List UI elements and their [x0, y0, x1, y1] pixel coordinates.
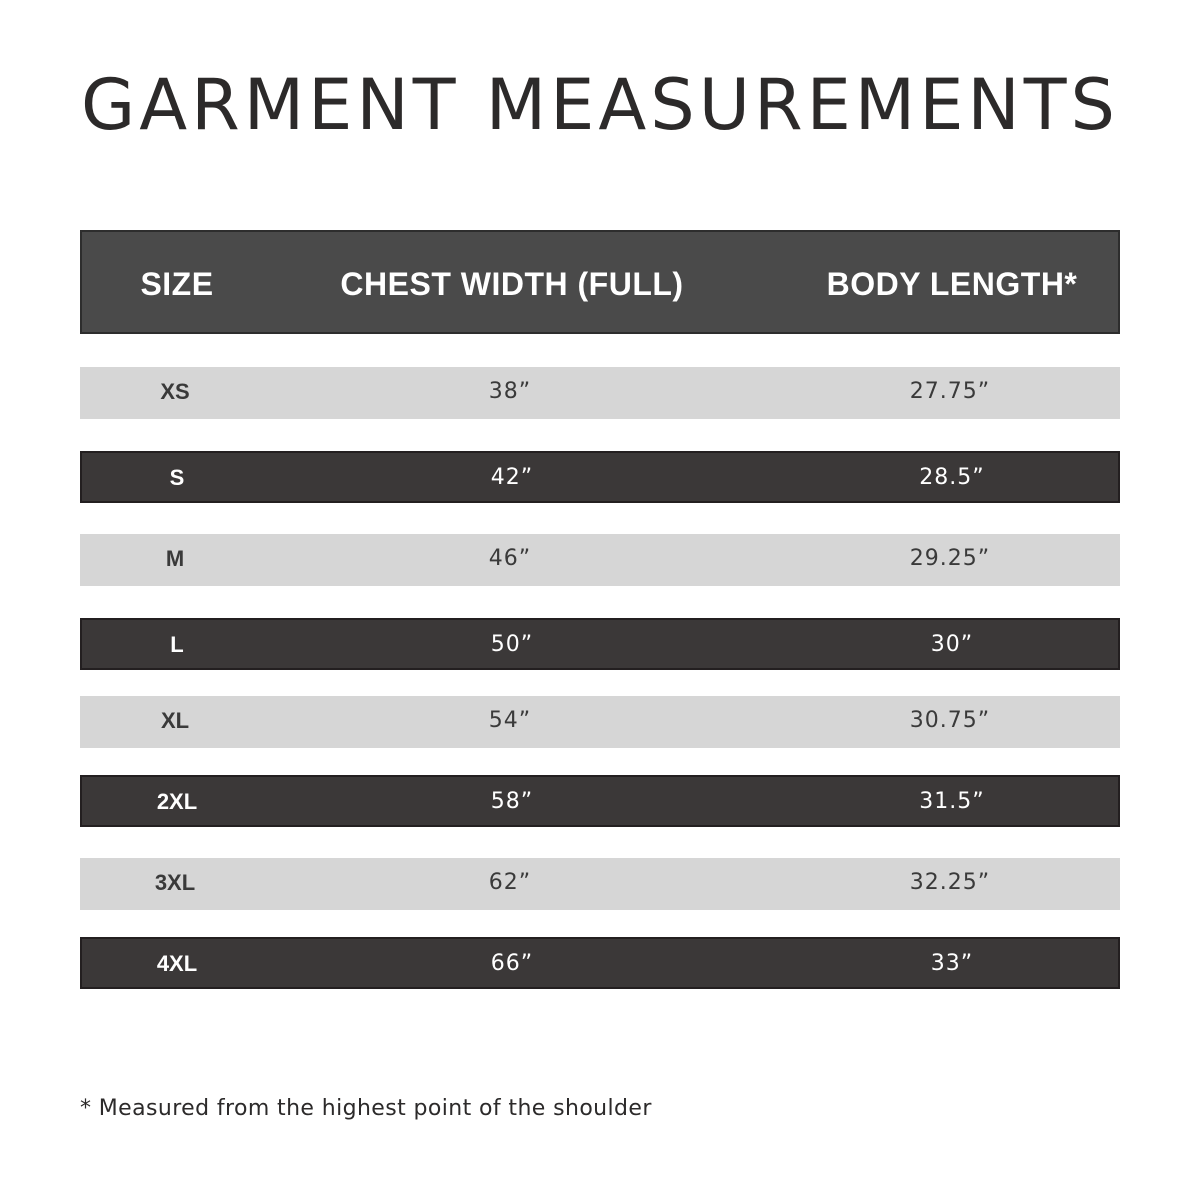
table-row — [80, 618, 1120, 670]
size-cell: M — [165, 546, 185, 571]
chest-width-cell: 62” — [488, 870, 532, 895]
body-length-cell: 28.5” — [919, 465, 985, 490]
body-length-cell: 31.5” — [919, 789, 985, 814]
page-title: GARMENT MEASUREMENTS — [81, 64, 1119, 146]
table-row — [80, 775, 1120, 827]
table-header — [80, 230, 1120, 334]
size-cell: L — [170, 632, 184, 657]
body-length-cell: 29.25” — [909, 546, 991, 571]
chest-width-cell: 46” — [488, 546, 532, 571]
chest-width-cell: 42” — [490, 465, 534, 490]
table-row — [80, 696, 1120, 748]
table-row — [80, 534, 1120, 586]
chest-width-cell: 54” — [488, 708, 532, 733]
size-cell: XS — [160, 379, 190, 404]
table-row — [80, 367, 1120, 419]
table-row — [80, 451, 1120, 503]
size-cell: 4XL — [156, 951, 198, 976]
footnote: * Measured from the highest point of the shoulder — [80, 1096, 652, 1121]
size-cell: 3XL — [154, 870, 196, 895]
header-chest-width: CHEST WIDTH (FULL) — [340, 266, 684, 302]
body-length-cell: 32.25” — [909, 870, 991, 895]
size-cell: 2XL — [156, 789, 198, 814]
table-row — [80, 858, 1120, 910]
body-length-cell: 33” — [930, 951, 974, 976]
body-length-cell: 30.75” — [909, 708, 991, 733]
body-length-cell: 30” — [930, 632, 974, 657]
chest-width-cell: 58” — [490, 789, 534, 814]
chest-width-cell: 38” — [488, 379, 532, 404]
body-length-cell: 27.75” — [909, 379, 991, 404]
table-row — [80, 937, 1120, 989]
size-cell: XL — [160, 708, 190, 733]
chest-width-cell: 66” — [490, 951, 534, 976]
chest-width-cell: 50” — [490, 632, 534, 657]
size-cell: S — [169, 465, 185, 490]
header-size: SIZE — [140, 266, 214, 302]
header-body-length: BODY LENGTH* — [826, 266, 1078, 302]
